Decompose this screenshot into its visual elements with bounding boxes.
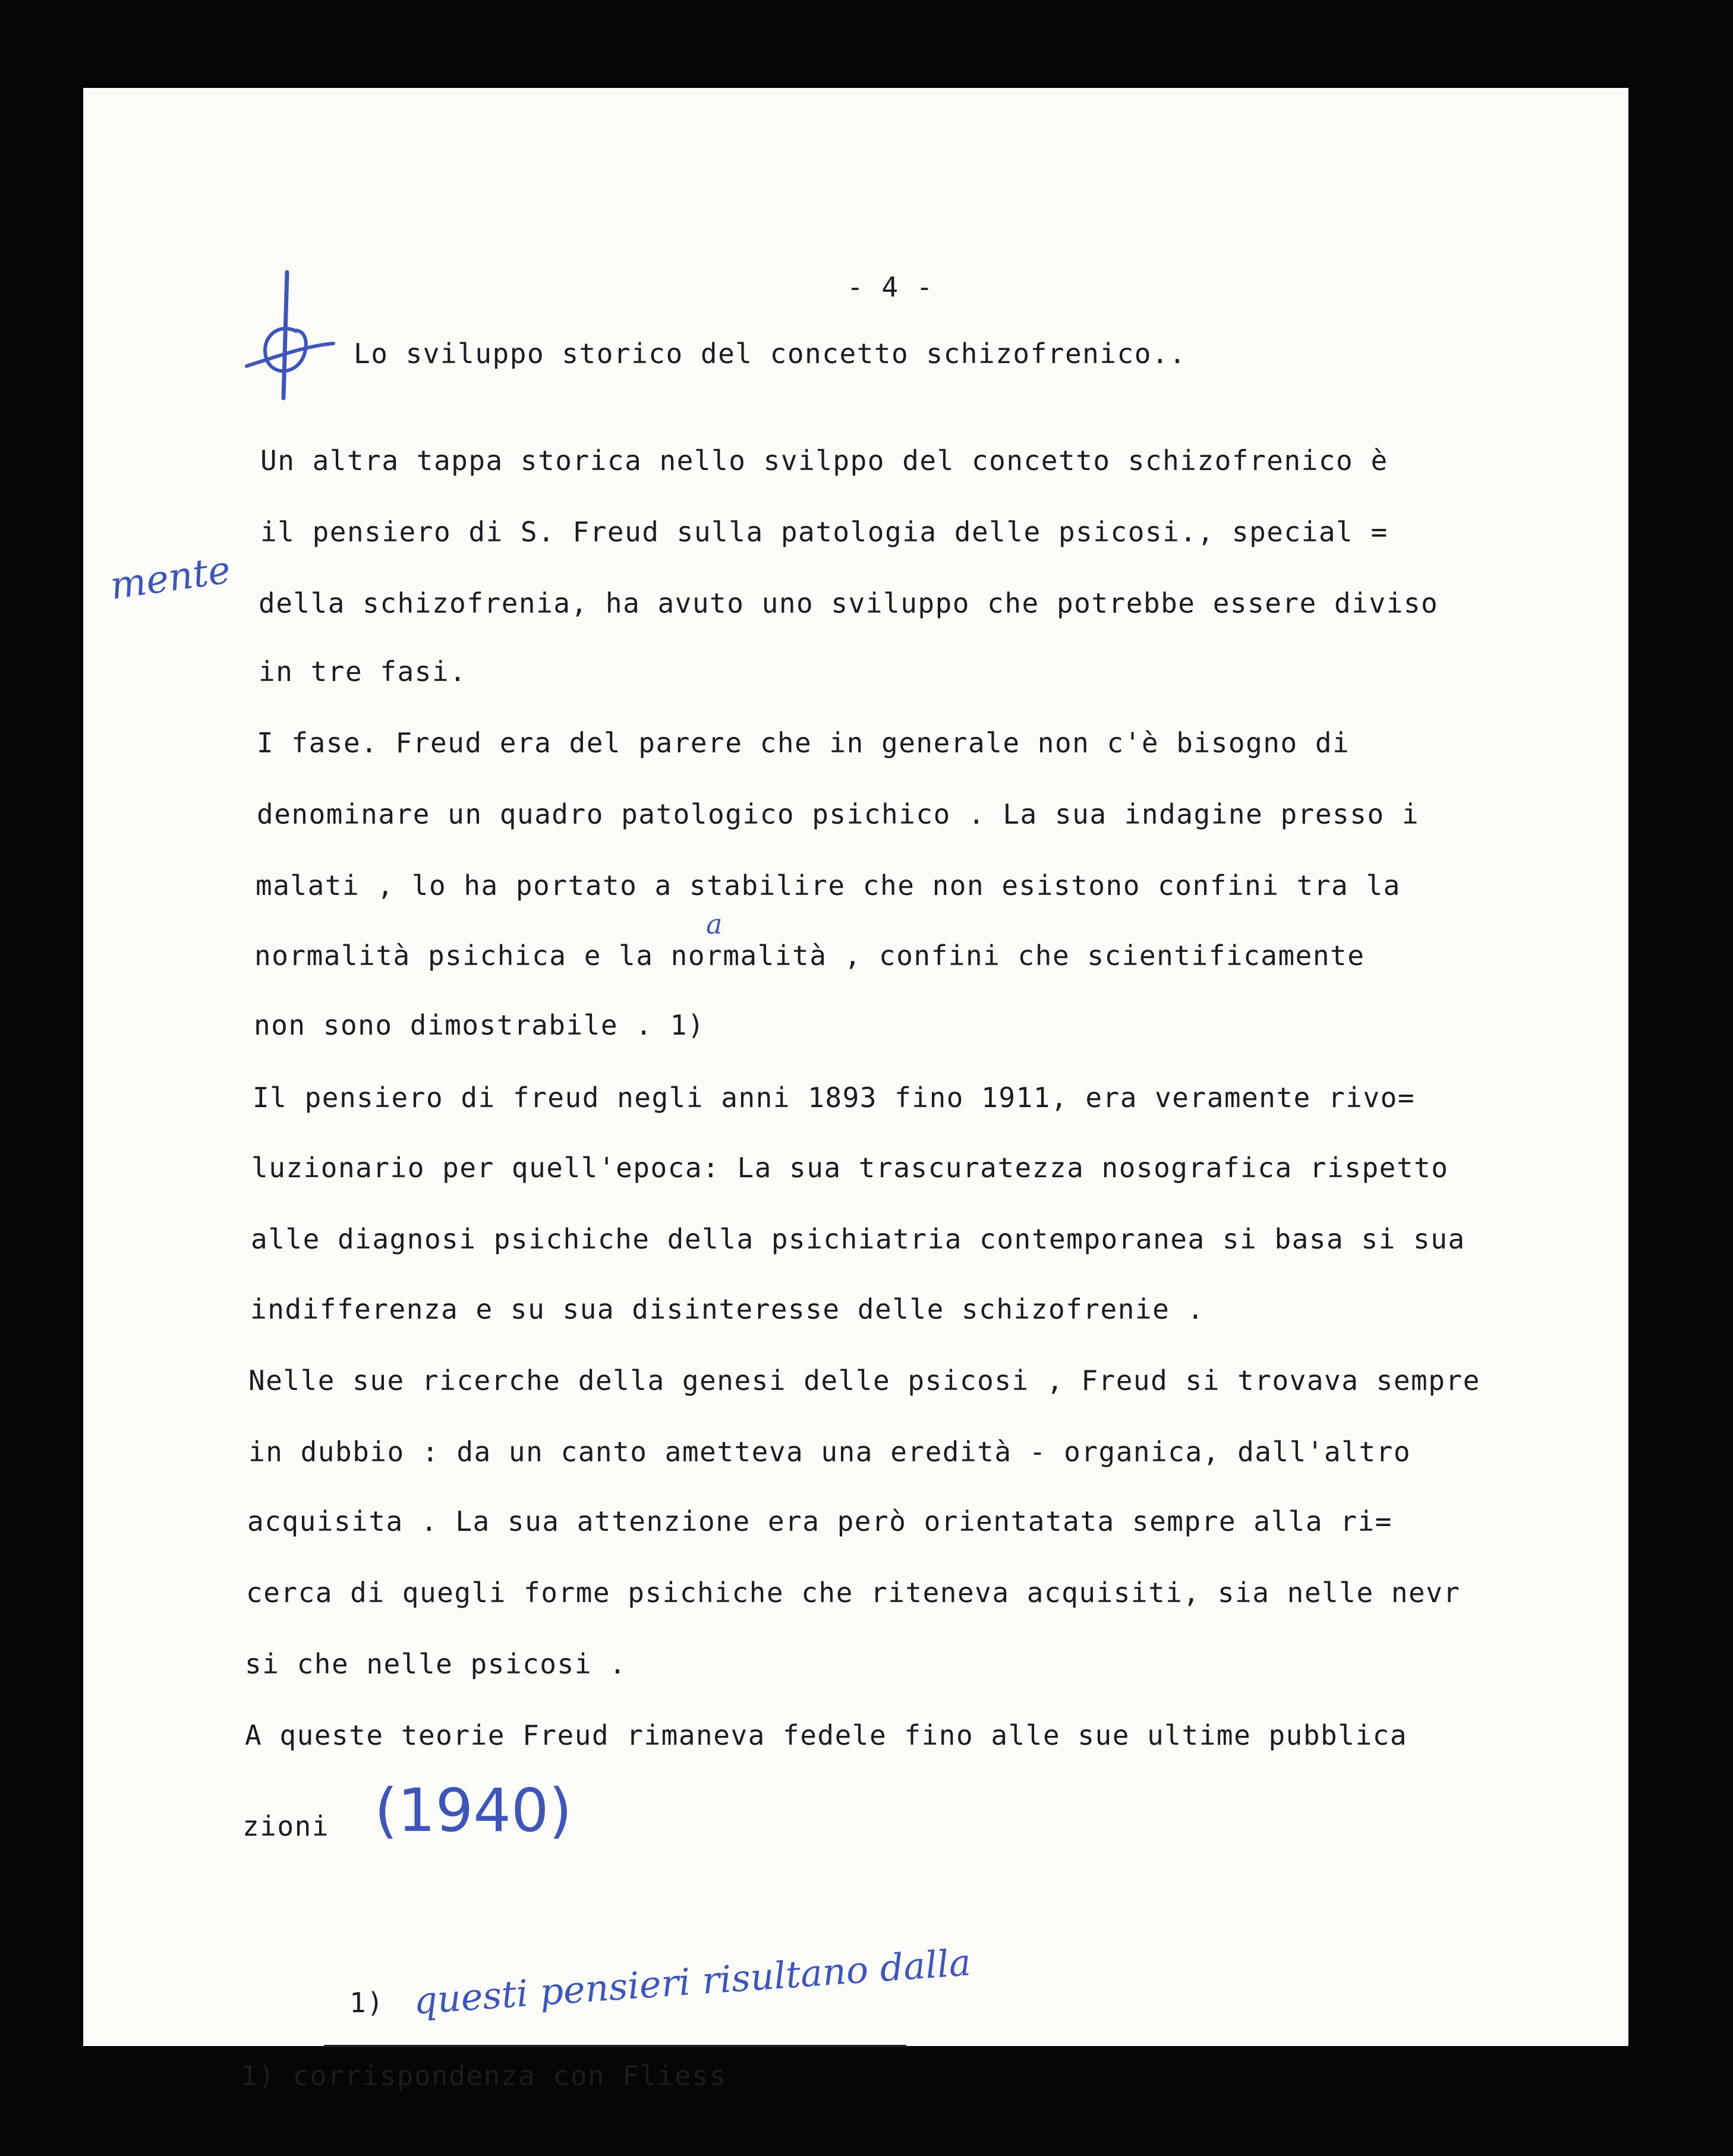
body-line-11: luzionario per quell'epoca: La sua trascuratezza nosografica rispetto [251, 1152, 1449, 1184]
body-line-5: I fase. Freud era del parere che in generale non c'è bisogno di [257, 727, 1350, 759]
footnote-marker: 1) [349, 1987, 385, 2019]
body-line-1: Un altra tappa storica nello svilppo del concetto schizofrenico è [260, 445, 1388, 477]
handwritten-insertion: a [706, 908, 723, 940]
document-page [83, 88, 1628, 2092]
body-line-9: non sono dimostrabile . 1) [254, 1009, 705, 1041]
body-line-14: Nelle sue ricerche della genesi delle psicosi , Freud si trovava sempre [248, 1364, 1480, 1397]
body-line-10: Il pensiero di freud negli anni 1893 fino 1911, era veramente rivo= [253, 1082, 1416, 1114]
body-line-18: si che nelle psicosi . [245, 1648, 627, 1680]
body-line-3: della schizofrenia, ha avuto uno sviluppo che potrebbe essere diviso [259, 587, 1439, 619]
body-line-6: denominare un quadro patologico psichico . La sua indagine presso i [257, 798, 1420, 830]
body-line-19: A queste teorie Freud rimaneva fedele fino alle sue ultime pubblica [245, 1719, 1408, 1751]
body-line-13: indifferenza e su sua disinteresse delle schizofrenie . [250, 1293, 1205, 1325]
body-line-12: alle diagnosi psichiche della psichiatria contemporanea si basa si sua [251, 1223, 1466, 1255]
body-line-16: acquisita . La sua attenzione era però orientatata sempre alla ri= [247, 1505, 1392, 1537]
footnote: 1) corrispondenza con Fliess [241, 2060, 727, 2092]
body-line-2: il pensiero di S. Freud sulla patologia delle psicosi., special = [260, 516, 1388, 548]
handwritten-year: (1940) [374, 1776, 572, 1845]
footnote-divider [324, 2045, 906, 2047]
body-line-8: normalità psichica e la normalità , confini che scientificamente [254, 940, 1365, 972]
handwritten-footnote-note: questi pensieri risultano dalla [412, 1940, 972, 2023]
margin-note: mente [107, 548, 234, 609]
body-line-15: in dubbio : da un canto ametteva una eredità - organica, dall'altro [248, 1436, 1411, 1468]
body-line-4: in tre fasi. [259, 655, 467, 688]
body-last-line: zioni [242, 1810, 329, 1842]
page-number: - 4 - [847, 271, 934, 303]
body-line-17: cerca di quegli forme psichiche che riteneva acquisiti, sia nelle nevr [246, 1577, 1461, 1609]
section-heading: Lo sviluppo storico del concetto schizofrenico.. [354, 338, 1187, 370]
hand-drawn-circle-mark-icon [241, 266, 336, 403]
body-line-7: malati , lo ha portato a stabilire che non esistono confini tra la [256, 869, 1401, 902]
